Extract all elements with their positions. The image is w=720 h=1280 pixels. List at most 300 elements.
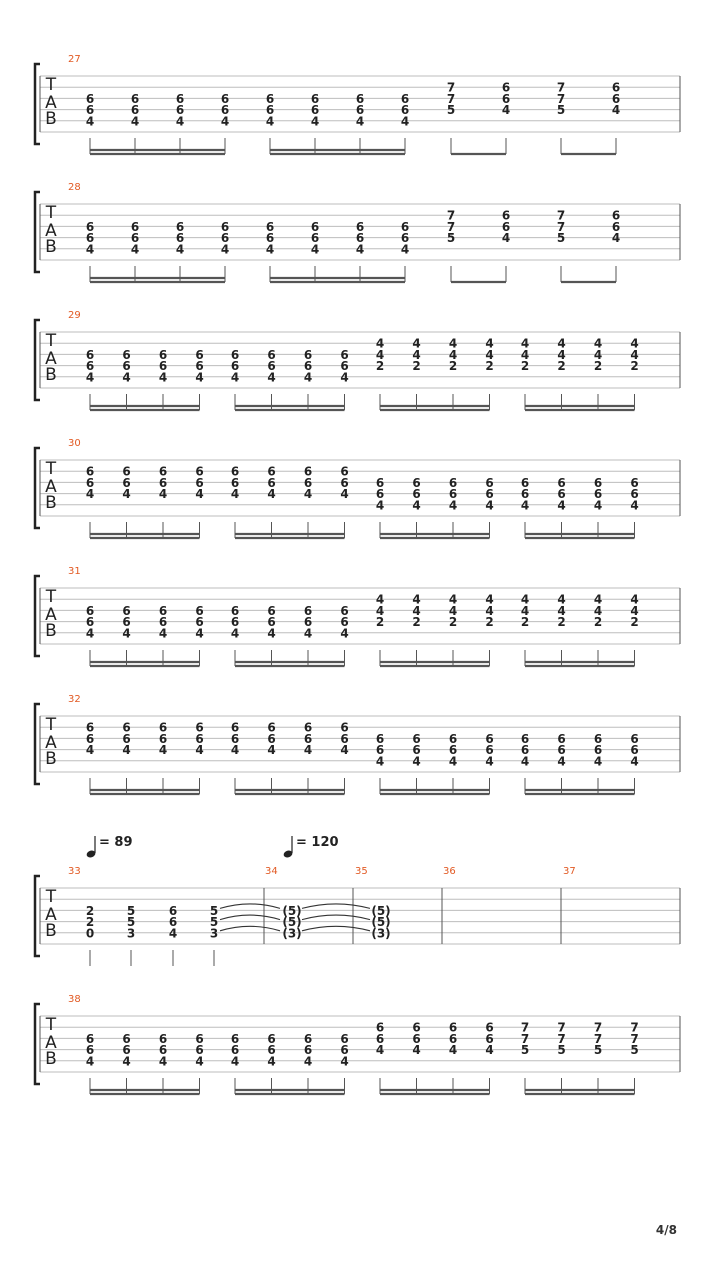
fret-number: 4 (267, 1054, 276, 1069)
fret-number: 6 (130, 91, 140, 106)
fret-number: 4 (375, 1043, 385, 1058)
fret-number: 7 (446, 91, 456, 106)
fret-number: 6 (303, 1031, 313, 1046)
fret-number: 6 (557, 475, 566, 490)
fret-number: 6 (195, 603, 204, 618)
fret-number: 4 (520, 336, 530, 351)
fret-number: 6 (158, 347, 168, 362)
fret-number: 6 (85, 720, 95, 735)
fret-number: 6 (267, 347, 276, 362)
fret-number: 4 (375, 347, 385, 362)
fret-number: 6 (168, 903, 178, 918)
fret-number: 7 (557, 1031, 566, 1046)
fret-number: 7 (593, 1020, 603, 1035)
fret-number: 5 (520, 1043, 530, 1058)
fret-number: 6 (265, 103, 275, 118)
fret-number: 6 (195, 464, 204, 479)
fret-number: 5 (593, 1043, 603, 1058)
fret-number: 6 (593, 743, 603, 758)
fret-number: 6 (520, 731, 530, 746)
fret-number: 4 (448, 603, 458, 618)
fret-number: 4 (168, 926, 178, 941)
fret-number: 6 (340, 464, 349, 479)
fret-number: 0 (85, 926, 95, 941)
fret-number: 4 (630, 336, 639, 351)
fret-number: 6 (340, 603, 349, 618)
tie-arc (302, 926, 370, 931)
fret-number: 6 (195, 720, 204, 735)
fret-number: 6 (158, 603, 168, 618)
fret-number: 4 (122, 1054, 131, 1069)
fret-number: 7 (446, 80, 456, 95)
tab-systems (35, 54, 680, 1094)
fret-number: 6 (122, 475, 131, 490)
tab-clef-letter: B (45, 921, 57, 941)
fret-number: 6 (122, 720, 131, 735)
fret-number: 5 (556, 103, 566, 118)
fret-number: 2 (593, 615, 603, 630)
system-brace (35, 448, 40, 528)
fret-number: 6 (220, 231, 230, 246)
fret-number: 6 (220, 103, 230, 118)
fret-number: 6 (168, 915, 178, 930)
fret-number: 4 (630, 592, 639, 607)
tie-arc (220, 926, 280, 931)
fret-number: 6 (230, 347, 240, 362)
fret-number: 4 (412, 603, 421, 618)
fret-number: 6 (303, 731, 313, 746)
fret-number: 6 (501, 80, 511, 95)
fret-number: 6 (267, 731, 276, 746)
fret-number: 4 (448, 1043, 458, 1058)
fret-number: 6 (611, 80, 621, 95)
fret-number: 6 (85, 475, 95, 490)
fret-number: 6 (557, 743, 566, 758)
fret-number: 6 (230, 1031, 240, 1046)
fret-number: (5) (282, 915, 302, 930)
fret-number: 7 (446, 219, 456, 234)
fret-number: 6 (412, 487, 421, 502)
tab-system-3 (35, 310, 680, 410)
fret-number: 6 (310, 231, 320, 246)
tab-system-5 (35, 566, 680, 666)
fret-number: 6 (485, 475, 494, 490)
fret-number: 6 (195, 1031, 204, 1046)
fret-number: 4 (195, 1054, 204, 1069)
fret-number: 6 (355, 91, 365, 106)
fret-number: 4 (593, 603, 603, 618)
fret-number: 3 (209, 926, 219, 941)
fret-number: 6 (340, 720, 349, 735)
fret-number: 2 (630, 615, 639, 630)
fret-number: 6 (355, 219, 365, 234)
fret-number: 6 (303, 603, 313, 618)
fret-number: 2 (448, 615, 458, 630)
fret-number: 6 (220, 91, 230, 106)
fret-number: 6 (593, 731, 603, 746)
fret-number: 5 (556, 231, 566, 246)
measure-number: 34 (265, 866, 278, 877)
system-brace (35, 1004, 40, 1084)
fret-number: 6 (230, 1043, 240, 1058)
fret-number: 6 (340, 615, 349, 630)
tab-clef-letter: B (45, 109, 57, 129)
fret-number: 6 (448, 475, 458, 490)
fret-number: 2 (375, 615, 385, 630)
system-brace (35, 320, 40, 400)
fret-number: 6 (85, 731, 95, 746)
fret-number: 6 (122, 359, 131, 374)
fret-number: 6 (485, 1020, 494, 1035)
fret-number: 6 (448, 487, 458, 502)
fret-number: 6 (501, 219, 511, 234)
fret-number: 4 (175, 114, 185, 129)
fret-number: 6 (520, 487, 530, 502)
fret-number: 4 (593, 498, 603, 513)
fret-number: 4 (265, 114, 275, 129)
fret-number: 4 (303, 743, 313, 758)
fret-number: 6 (85, 231, 95, 246)
fret-number: 4 (611, 103, 621, 118)
fret-number: 6 (122, 603, 131, 618)
fret-number: 4 (158, 626, 168, 641)
fret-number: 6 (195, 359, 204, 374)
tab-clef-letter: T (45, 203, 57, 223)
fret-number: 6 (400, 91, 410, 106)
fret-number: 6 (175, 91, 185, 106)
fret-number: 6 (85, 91, 95, 106)
fret-number: 6 (267, 359, 276, 374)
tab-clef-letter: B (45, 493, 57, 513)
fret-number: 4 (557, 336, 566, 351)
tie-arc (220, 904, 280, 909)
fret-number: (3) (282, 926, 302, 941)
fret-number: 6 (175, 231, 185, 246)
fret-number: 4 (485, 592, 494, 607)
tab-system-7 (35, 835, 680, 966)
fret-number: 6 (310, 103, 320, 118)
fret-number: 4 (520, 498, 530, 513)
fret-number: 6 (340, 359, 349, 374)
fret-number: 4 (220, 242, 230, 257)
fret-number: 4 (85, 114, 95, 129)
fret-number: 4 (158, 743, 168, 758)
fret-number: 4 (85, 1054, 95, 1069)
fret-number: 4 (175, 242, 185, 257)
fret-number: 6 (375, 1031, 385, 1046)
tab-system-6 (35, 694, 680, 794)
fret-number: 4 (85, 626, 95, 641)
fret-number: 6 (303, 1043, 313, 1058)
tab-clef-letter: B (45, 1049, 57, 1069)
fret-number: 6 (267, 464, 276, 479)
fret-number: 6 (267, 1043, 276, 1058)
fret-number: 6 (520, 743, 530, 758)
fret-number: 6 (340, 1043, 349, 1058)
fret-number: 6 (195, 1043, 204, 1058)
fret-number: 6 (303, 615, 313, 630)
fret-number: 4 (448, 754, 458, 769)
fret-number: 6 (485, 1031, 494, 1046)
fret-number: 4 (303, 487, 313, 502)
fret-number: 6 (375, 475, 385, 490)
system-brace (35, 876, 40, 956)
tab-clef-letter: A (45, 221, 57, 241)
fret-number: 5 (630, 1043, 639, 1058)
fret-number: 7 (446, 208, 456, 223)
fret-number: 6 (412, 743, 421, 758)
fret-number: 2 (448, 359, 458, 374)
fret-number: 6 (448, 731, 458, 746)
fret-number: 4 (400, 242, 410, 257)
tab-system-2 (35, 182, 680, 282)
fret-number: 6 (265, 231, 275, 246)
fret-number: 4 (303, 370, 313, 385)
fret-number: 4 (412, 592, 421, 607)
tab-clef-letter: T (45, 715, 57, 735)
fret-number: 2 (520, 615, 530, 630)
fret-number: 6 (158, 475, 168, 490)
fret-number: 4 (310, 114, 320, 129)
fret-number: 6 (501, 208, 511, 223)
fret-number: 7 (556, 219, 566, 234)
fret-number: 6 (85, 219, 95, 234)
fret-number: 6 (557, 731, 566, 746)
fret-number: 6 (400, 219, 410, 234)
fret-number: 7 (520, 1031, 530, 1046)
fret-number: 4 (557, 498, 566, 513)
fret-number: 6 (130, 103, 140, 118)
fret-number: 6 (375, 487, 385, 502)
fret-number: 4 (340, 626, 349, 641)
tab-clef-letter: B (45, 237, 57, 257)
fret-number: 4 (340, 743, 349, 758)
fret-number: 4 (448, 592, 458, 607)
fret-number: 6 (375, 1020, 385, 1035)
fret-number: 4 (265, 242, 275, 257)
fret-number: 4 (593, 754, 603, 769)
measure-number: 31 (68, 566, 81, 577)
fret-number: 4 (303, 1054, 313, 1069)
fret-number: 6 (158, 731, 168, 746)
fret-number: 6 (85, 359, 95, 374)
fret-number: 2 (375, 359, 385, 374)
fret-number: 4 (267, 370, 276, 385)
fret-number: 4 (520, 347, 530, 362)
fret-number: 6 (158, 1043, 168, 1058)
fret-number: 5 (209, 915, 219, 930)
tab-clef-letter: B (45, 749, 57, 769)
fret-number: 4 (158, 1054, 168, 1069)
fret-number: 4 (375, 592, 385, 607)
fret-number: 6 (267, 720, 276, 735)
fret-number: 6 (122, 1043, 131, 1058)
fret-number: (5) (282, 903, 302, 918)
fret-number: 6 (158, 359, 168, 374)
fret-number: 6 (310, 219, 320, 234)
fret-number: 6 (85, 615, 95, 630)
fret-number: 4 (310, 242, 320, 257)
fret-number: 6 (303, 347, 313, 362)
fret-number: 4 (375, 498, 385, 513)
fret-number: 4 (340, 370, 349, 385)
fret-number: 2 (557, 359, 566, 374)
fret-number: 4 (267, 626, 276, 641)
fret-number: 7 (556, 208, 566, 223)
fret-number: 4 (485, 498, 494, 513)
fret-number: 6 (130, 219, 140, 234)
fret-number: 5 (126, 903, 136, 918)
fret-number: 6 (412, 1031, 421, 1046)
fret-number: 4 (303, 626, 313, 641)
tab-clef-letter: A (45, 93, 57, 113)
fret-number: 4 (85, 370, 95, 385)
fret-number: (3) (371, 926, 391, 941)
fret-number: 3 (126, 926, 136, 941)
fret-number: 4 (485, 603, 494, 618)
fret-number: 4 (130, 242, 140, 257)
tab-clef-letter: T (45, 887, 57, 907)
system-brace (35, 576, 40, 656)
fret-number: 4 (501, 103, 511, 118)
fret-number: 7 (630, 1020, 639, 1035)
fret-number: 6 (340, 475, 349, 490)
fret-number: 6 (122, 731, 131, 746)
fret-number: 6 (630, 731, 639, 746)
fret-number: 7 (556, 80, 566, 95)
fret-number: 4 (230, 626, 240, 641)
measure-number: 38 (68, 994, 81, 1005)
fret-number: 4 (557, 603, 566, 618)
fret-number: (5) (371, 903, 391, 918)
fret-number: 5 (209, 903, 219, 918)
measure-number: 30 (68, 438, 81, 449)
fret-number: 6 (501, 91, 511, 106)
fret-number: 4 (593, 347, 603, 362)
fret-number: 2 (85, 903, 95, 918)
fret-number: 6 (340, 731, 349, 746)
measure-number: 29 (68, 310, 81, 321)
fret-number: 6 (375, 731, 385, 746)
fret-number: 6 (303, 464, 313, 479)
fret-number: 6 (230, 603, 240, 618)
fret-number: 7 (556, 91, 566, 106)
fret-number: 6 (630, 743, 639, 758)
measure-number: 27 (68, 54, 81, 65)
fret-number: 4 (520, 754, 530, 769)
fret-number: 6 (85, 603, 95, 618)
tab-clef-letter: T (45, 331, 57, 351)
fret-number: 6 (340, 1031, 349, 1046)
fret-number: 4 (630, 754, 639, 769)
fret-number: 4 (611, 231, 621, 246)
tab-clef-letter: T (45, 587, 57, 607)
fret-number: 6 (175, 103, 185, 118)
system-brace (35, 64, 40, 144)
fret-number: 4 (557, 347, 566, 362)
fret-number: 4 (158, 370, 168, 385)
fret-number: 6 (310, 91, 320, 106)
fret-number: 4 (355, 242, 365, 257)
system-brace (35, 704, 40, 784)
measure-number: 37 (563, 866, 576, 877)
fret-number: 4 (85, 487, 95, 502)
fret-number: 4 (485, 336, 494, 351)
fret-number: 5 (126, 915, 136, 930)
fret-number: 6 (400, 103, 410, 118)
fret-number: 6 (195, 475, 204, 490)
fret-number: 4 (630, 603, 639, 618)
fret-number: 6 (448, 1020, 458, 1035)
fret-number: 4 (122, 626, 131, 641)
fret-number: 6 (122, 347, 131, 362)
fret-number: 7 (593, 1031, 603, 1046)
fret-number: 6 (230, 464, 240, 479)
tempo-marking: = 120 (296, 835, 339, 850)
fret-number: 6 (355, 231, 365, 246)
fret-number: 6 (355, 103, 365, 118)
fret-number: 2 (85, 915, 95, 930)
fret-number: 4 (375, 336, 385, 351)
fret-number: 4 (557, 592, 566, 607)
fret-number: 4 (220, 114, 230, 129)
fret-number: 6 (230, 615, 240, 630)
fret-number: 2 (412, 615, 421, 630)
fret-number: 4 (412, 347, 421, 362)
fret-number: 6 (593, 475, 603, 490)
fret-number: 6 (158, 1031, 168, 1046)
fret-number: 5 (446, 231, 456, 246)
fret-number: 4 (267, 743, 276, 758)
tab-clef-letter: T (45, 459, 57, 479)
tie-arc (302, 904, 370, 909)
fret-number: 2 (412, 359, 421, 374)
tab-clef-letter: A (45, 477, 57, 497)
fret-number: 4 (267, 487, 276, 502)
fret-number: 6 (85, 1043, 95, 1058)
measure-number: 32 (68, 694, 81, 705)
tab-clef-letter: A (45, 349, 57, 369)
tab-clef-letter: A (45, 1033, 57, 1053)
fret-number: 6 (158, 615, 168, 630)
tab-system-1 (35, 54, 680, 154)
fret-number: 4 (485, 754, 494, 769)
fret-number: 6 (630, 475, 639, 490)
fret-number: 4 (340, 487, 349, 502)
tie-arc (220, 915, 280, 920)
fret-number: 7 (520, 1020, 530, 1035)
fret-number: 4 (630, 498, 639, 513)
fret-number: 4 (412, 754, 421, 769)
fret-number: 4 (195, 370, 204, 385)
fret-number: 6 (611, 91, 621, 106)
fret-number: 5 (446, 103, 456, 118)
fret-number: 4 (400, 114, 410, 129)
fret-number: 6 (230, 720, 240, 735)
fret-number: 4 (230, 1054, 240, 1069)
tie-arc (302, 915, 370, 920)
fret-number: 6 (267, 475, 276, 490)
fret-number: 4 (122, 370, 131, 385)
fret-number: 6 (195, 347, 204, 362)
fret-number: 6 (122, 1031, 131, 1046)
fret-number: 6 (130, 231, 140, 246)
fret-number: 4 (485, 347, 494, 362)
fret-number: 6 (611, 208, 621, 223)
fret-number: 4 (195, 626, 204, 641)
fret-number: 6 (122, 464, 131, 479)
fret-number: 4 (375, 754, 385, 769)
